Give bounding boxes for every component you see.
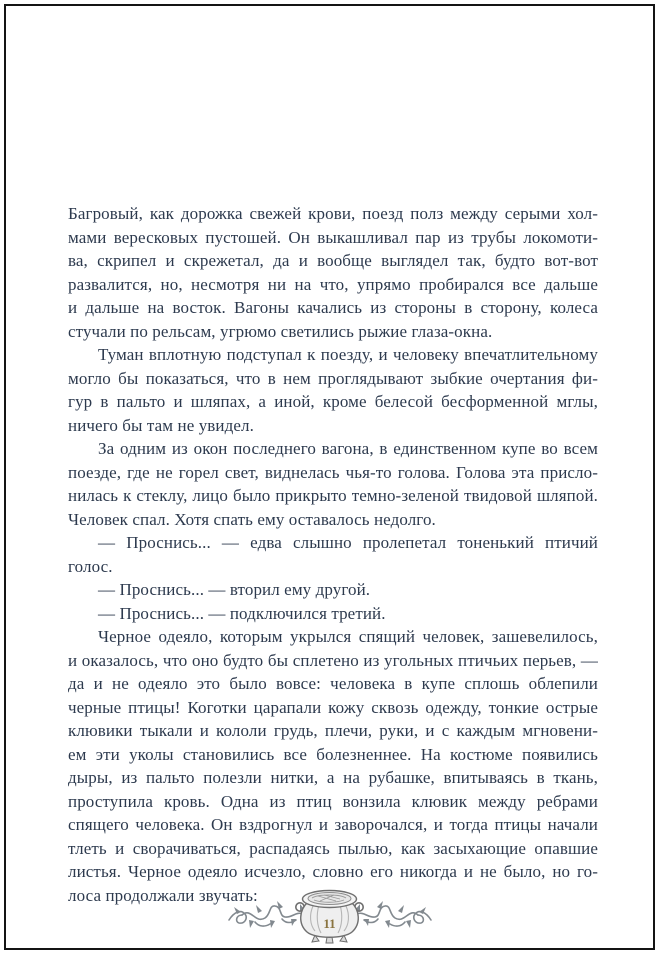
text-line: стучали по рельсам, угрюмо светились рыжие глаза-окна.: [68, 321, 493, 341]
text-line: — Проснись... — едва слышно пролепетал тоненький птичий голос.: [68, 533, 598, 576]
text-line: Черное одеяло, которым укрылся спящий человек, зашевелилось,: [98, 627, 598, 646]
text-line: и дальше на восток. Вагоны качались из стороны в сторону, колеса: [68, 298, 598, 317]
text-line: могло бы показаться, что в нем проглядывают зыбкие очертания фи-: [68, 368, 598, 388]
text-line: спящего человека. Он вздрогнул и заворочался, и тогда птицы начали: [68, 815, 598, 834]
text-line: мами вересковых пустошей. Он выкашливал пар из трубы локомоти-: [68, 227, 598, 247]
text-line: проступила кровь. Одна из птиц вонзила клювик между ребрами: [68, 791, 598, 811]
text-line: и оказалось, что оно будто бы сплетено из угольных птичьих перьев, —: [68, 650, 598, 670]
text-line: За одним из окон последнего вагона, в единственном купе во всем: [98, 439, 598, 458]
cauldron-ornament-graphic: [224, 883, 436, 945]
text-line: Багровый, как дорожка свежей крови, поезд полз между серыми хол-: [68, 204, 598, 223]
text-line: дыры, из пальто полезли нитки, а на рубашке, впитываясь в ткань,: [68, 768, 598, 787]
text-line: развалится, но, несмотря ни на что, упрямо пробирался все дальше: [68, 274, 598, 294]
text-line: — Проснись... — подключился третий.: [98, 603, 386, 623]
text-line: да и не одеяло это было вовсе: человека в купе сплошь облепили: [68, 674, 598, 693]
text-line: гур в пальто и шляпах, а иной, кроме белесой бесформенной мглы,: [68, 392, 598, 411]
text-line: — Проснись... — вторил ему другой.: [98, 580, 371, 599]
text-line: ва, скрипел и скрежетал, да и вообще выглядел так, будто вот-вот: [68, 251, 598, 270]
text-line: поезде, где не горел свет, виднелась чья-то голова. Голова эта присло-: [68, 462, 598, 482]
text-line: Туман вплотную подступал к поезду, и человеку впечатлительному: [98, 345, 598, 364]
text-line: лоса продолжали звучать:: [68, 885, 258, 905]
thorny-vine-right: [355, 901, 431, 928]
text-line: черные птицы! Коготки царапали кожу сквозь одежду, тонкие острые: [68, 697, 598, 717]
footer-ornament: [224, 883, 436, 945]
text-line: Человек спал. Хотя спать ему оставалось недолго.: [68, 509, 436, 529]
text-line: тлеть и сворачиваться, распадаясь пылью, как засыхающие опавшие: [68, 838, 598, 858]
text-line: ем эти уколы становились все болезненнее. На костюме появились: [68, 744, 598, 764]
text-line: ничего бы там не увидел.: [68, 415, 254, 435]
page-number: 11: [322, 916, 336, 931]
cauldron-icon: [295, 891, 362, 944]
text-line: клювики тыкали и кололи грудь, плечи, руки, и с каждым мгновени-: [68, 721, 598, 740]
text-line: нилась к стеклу, лицо было прикрыто темно-зеленой твидовой шляпой.: [68, 486, 598, 505]
text-line: листья. Черное одеяло исчезло, словно его никогда и не было, но го-: [68, 862, 598, 881]
thorny-vine-left: [229, 901, 305, 928]
book-page-text: [68, 202, 598, 907]
